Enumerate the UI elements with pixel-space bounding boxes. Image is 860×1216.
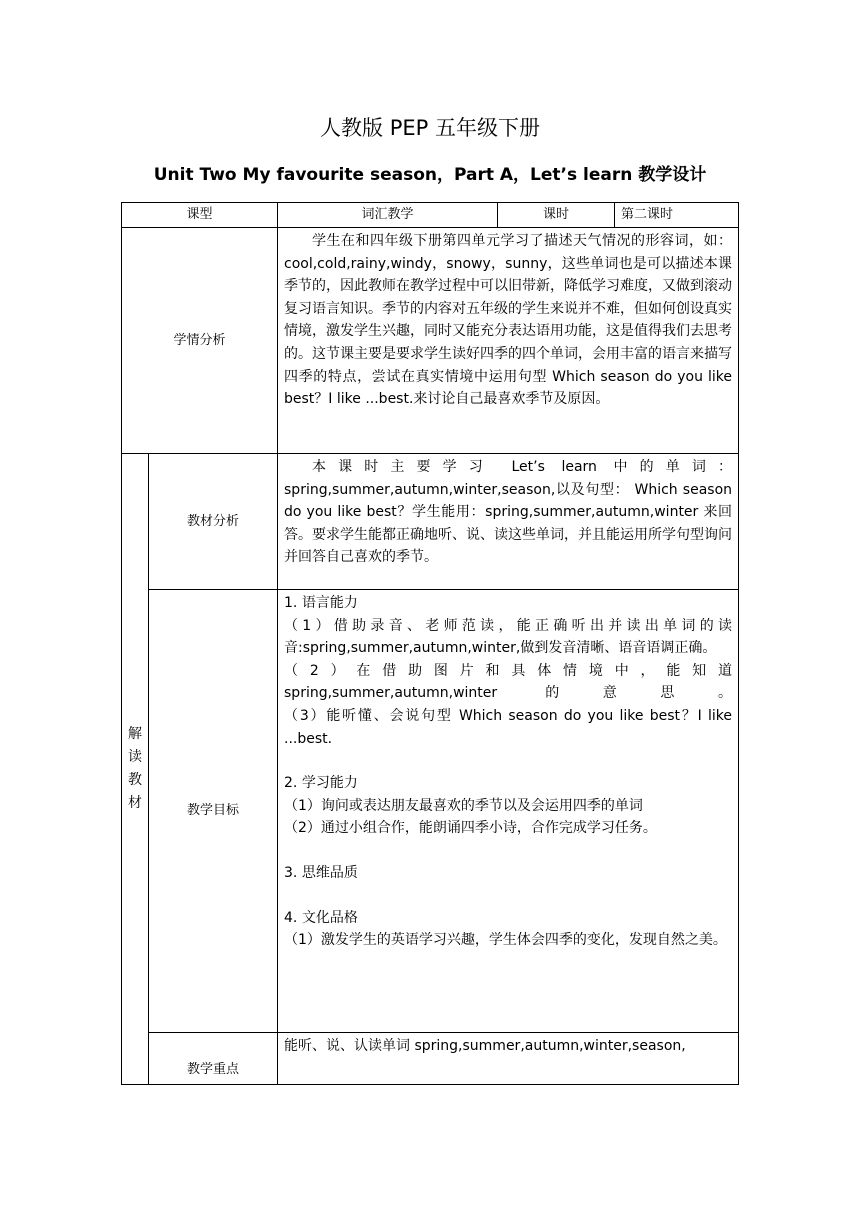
label-key-points: 教学重点 bbox=[149, 1033, 278, 1085]
objective-heading-learning: 2. 学习能力 bbox=[284, 775, 358, 792]
spacer bbox=[284, 840, 732, 862]
document-title: 人教版 PEP 五年级下册 bbox=[320, 116, 540, 140]
value-period: 第二课时 bbox=[615, 203, 739, 228]
document-subtitle: Unit Two My favourite season，Part A，Let’s learn 教学设计 bbox=[153, 165, 707, 185]
objective-heading-culture: 4. 文化品格 bbox=[284, 909, 358, 926]
objective-heading-thinking: 3. 思维品质 bbox=[284, 864, 358, 881]
objective-item: （2）通过小组合作，能朗诵四季小诗，合作完成学习任务。 bbox=[284, 820, 657, 837]
label-lesson-type: 课型 bbox=[122, 203, 278, 228]
objective-heading-language: 1. 语言能力 bbox=[284, 595, 358, 611]
objective-item: （1）激发学生的英语学习兴趣，学生体会四季的变化，发现自然之美。 bbox=[284, 932, 727, 949]
objectives-cell bbox=[278, 590, 739, 1033]
objective-item: （3）能听懂、会说句型 Which season do you like best？I like ...best. bbox=[284, 707, 733, 747]
label-interpret-material bbox=[122, 454, 149, 1085]
spacer bbox=[284, 885, 732, 907]
spacer bbox=[284, 750, 732, 772]
objective-item: （1）询问或表达朋友最喜欢的季节以及会运用四季的单词 bbox=[284, 797, 643, 814]
label-material-analysis: 教材分析 bbox=[149, 454, 278, 590]
label-period: 课时 bbox=[498, 203, 615, 228]
material-analysis-text: 本课时主要学习 Let’s learn 中的单词：spring,summer,autumn,winter,season,以及句型： Which season do you like best？学生能用：spring,summer,autumn,winter 来回答。要求学生能都正确地听、说、读这些单词，并且能运用所学句型询问并回答自己喜欢的季节。 bbox=[278, 454, 739, 590]
lesson-plan-table bbox=[121, 202, 739, 1085]
label-learner-analysis: 学情分析 bbox=[122, 228, 278, 454]
learner-analysis-text: 学生在和四年级下册第四单元学习了描述天气情况的形容词，如：cool,cold,rainy,windy，snowy，sunny，这些单词也是可以描述本课季节的，因此教师在教学过程中可以旧带新，降低学习难度，又做到滚动复习语言知识。季节的内容对五年级的学生来说并不难，但如何创设真实情境，激发学生兴趣，同时又能充分表达语用功能，这是值得我们去思考的。这节课主要是要求学生读好四季的四个单词，会用丰富的语言来描写四季的特点，尝试在真实情境中运用句型 Which season do you like best？I like ...best.来讨论自己最喜欢季节及原因。 bbox=[278, 228, 739, 454]
objective-item: （2）在借助图片和具体情境中，能知道 spring,summer,autumn,winter 的意思。 bbox=[284, 662, 733, 702]
label-objectives: 教学目标 bbox=[149, 590, 278, 1033]
interpret-material-text: 解 读 教 材 bbox=[128, 726, 142, 811]
objective-item: （1）借助录音、老师范读，能正确听出并读出单词的读音:spring,summer,autumn,winter,做到发音清晰、语音语调正确。 bbox=[284, 617, 733, 657]
key-points-text: 能听、说、认读单词 spring,summer,autumn,winter,season, bbox=[278, 1033, 739, 1085]
value-lesson-type: 词汇教学 bbox=[278, 203, 498, 228]
